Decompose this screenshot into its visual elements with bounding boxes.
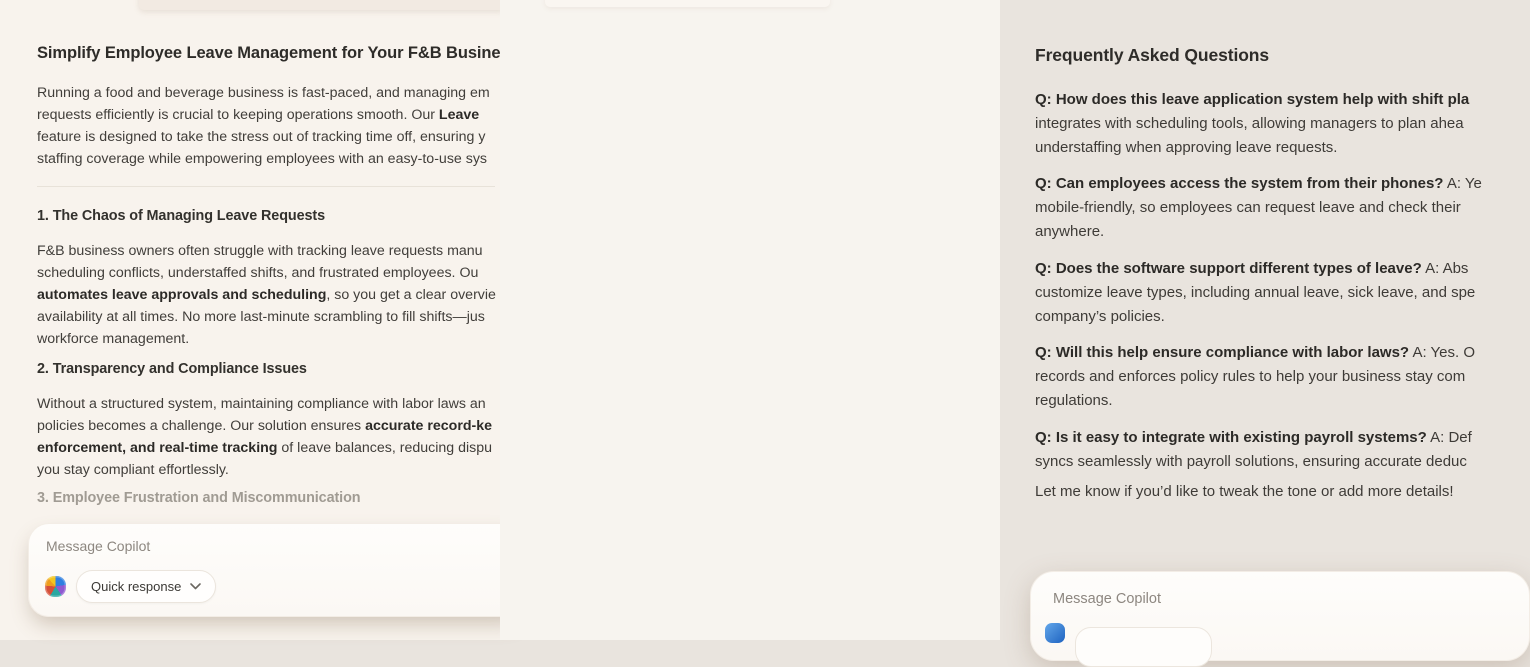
- section-heading-3: 3. Employee Frustration and Miscommunication: [37, 490, 361, 506]
- intro-paragraph: Running a food and beverage business is fast-paced, and managing em requests efficiently is crucial to keeping operations smooth. Our Leave feature is designed to take the stress out of tracking time off, ensuring y staffing coverage while empowering employees with an easy-to-use sys: [37, 85, 490, 167]
- message-input[interactable]: Message Copilot: [46, 538, 151, 554]
- section-heading-2: 2. Transparency and Compliance Issues: [37, 361, 307, 377]
- mode-pill-partial[interactable]: [1075, 627, 1212, 667]
- copilot-logo-icon: [45, 576, 66, 597]
- left-pane: [0, 0, 500, 640]
- faq-item-3: Q: Does the software support different types of leave? A: Abs customize leave types, including annual leave, sick leave, and spe company’s policies.: [1035, 260, 1476, 325]
- message-input[interactable]: Message Copilot: [1053, 591, 1161, 607]
- section-paragraph-2: Without a structured system, maintaining compliance with labor laws an policies becomes a challenge. Our solution ensures accurate record-ke enforcement, and real-time tracking of leave balances, reducing dispu you stay compliant effortlessly.: [37, 396, 493, 478]
- faq-item-4: Q: Will this help ensure compliance with labor laws? A: Yes. O records and enforces policy rules to help your business stay com regulations.: [1035, 344, 1475, 409]
- chevron-down-icon: [190, 583, 201, 590]
- faq-item-1: Q: How does this leave application system help with shift pla integrates with scheduling tools, allowing managers to plan ahea understaffing when approving leave requests.: [1035, 91, 1470, 156]
- page-top-edge: [545, 0, 830, 7]
- copilot-blue-icon: [1045, 623, 1065, 643]
- copilot-composer[interactable]: [28, 523, 526, 617]
- faq-title: Frequently Asked Questions: [1035, 45, 1270, 65]
- section-divider: [37, 186, 495, 187]
- section-paragraph-1: F&B business owners often struggle with tracking leave requests manu scheduling conflicts, understaffed shifts, and frustrated employees. Ou automates leave approvals and scheduling, so you get a clear overvie availability at all times. No more last-minute scrambling to fill shifts—jus workforce management.: [37, 243, 496, 347]
- page-top-edge: [139, 0, 505, 10]
- composer-toolbar: [45, 570, 216, 603]
- right-pane: [500, 0, 1482, 640]
- section-heading-1: 1. The Chaos of Managing Leave Requests: [37, 208, 325, 224]
- quick-response-button[interactable]: [76, 570, 216, 603]
- document-title: Simplify Employee Leave Management for Your F&B Busine: [37, 44, 501, 62]
- quick-response-label: Quick response: [91, 579, 182, 594]
- copilot-composer-right[interactable]: [1030, 571, 1530, 661]
- faq-item-2: Q: Can employees access the system from their phones? A: Ye mobile-friendly, so employees can request leave and check their anywhere.: [1035, 175, 1482, 240]
- faq-item-5: Q: Is it easy to integrate with existing payroll systems? A: Def syncs seamlessly with payroll solutions, ensuring accurate deduc: [1035, 429, 1472, 470]
- closing-line: Let me know if you’d like to tweak the tone or add more details!: [1035, 483, 1454, 500]
